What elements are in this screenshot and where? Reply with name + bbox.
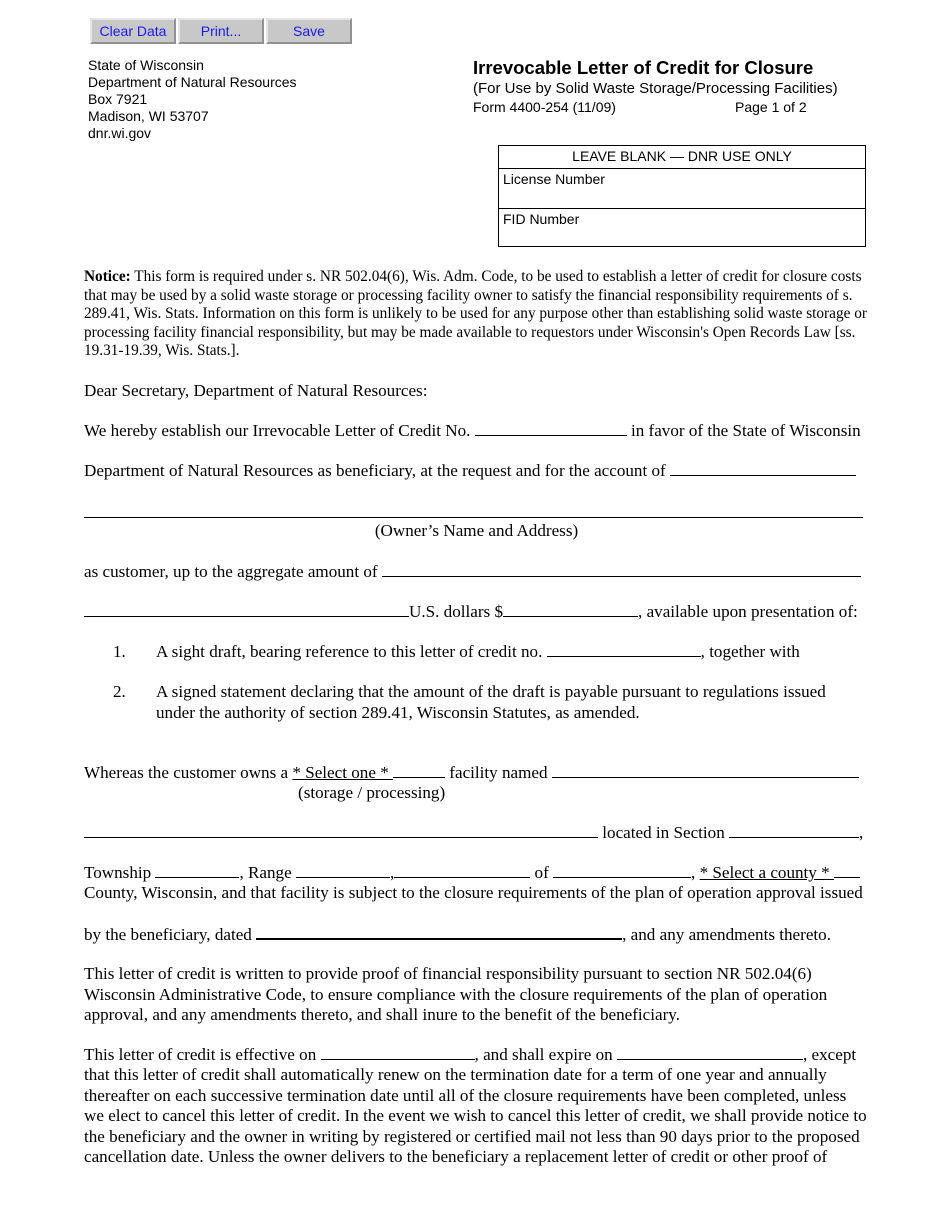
township-field[interactable] <box>155 863 239 878</box>
text-in-favor: in favor of the State of Wisconsin <box>626 421 861 440</box>
text-expire: , and shall expire on <box>474 1045 617 1064</box>
range-field[interactable] <box>296 863 390 878</box>
print-button[interactable]: Print... <box>178 18 264 44</box>
license-number-field[interactable] <box>499 169 865 209</box>
agency-city: Madison, WI 53707 <box>88 108 209 124</box>
proof-paragraph: This letter of credit is written to provide proof of financial responsibility pursuant to section NR 502.04(6) Wisconsin Administrative Code, to ensure compliance with the closure requirements of the plan of operation approval, and any amendments thereto, and shall inure to the benefit of the beneficiary. <box>84 964 828 1024</box>
facility-name-field[interactable] <box>552 763 859 778</box>
aggregate-amount-field[interactable] <box>382 562 861 577</box>
text-beneficiary: Department of Natural Resources as beneficiary, at the request and for the account of <box>84 461 671 480</box>
text-of: of <box>530 863 554 882</box>
form-number: Form 4400-254 (11/09) <box>473 99 616 115</box>
text-dated: by the beneficiary, dated <box>84 925 257 944</box>
form-title: Irrevocable Letter of Credit for Closure <box>473 57 814 78</box>
notice-text: This form is required under s. NR 502.04(6), Wis. Adm. Code, to be used to establish a letter of credit for closure costs that may be used by a solid waste storage or processing facility owner to satisfy the financial responsibility requirements of s. 289.41, Wis. Stats. Information on this form is unlikely to be used for any purpose other than establishing solid waste storage or processing facility financial responsibility, but may be made available to requestors under Wisconsin's Open Records Law [ss. 19.31-19.39, Wis. Stats.]. <box>84 268 867 359</box>
section-field[interactable] <box>729 823 859 838</box>
notice-paragraph <box>84 268 869 361</box>
letter-line-credit-no <box>84 421 861 442</box>
municipality-field[interactable] <box>553 863 691 878</box>
county-line: County, Wisconsin, and that facility is subject to the closure requirements of the plan of operation approval issued <box>84 883 863 902</box>
effective-date-field[interactable] <box>321 1045 475 1060</box>
account-of-field[interactable] <box>670 461 856 476</box>
text-located: located in Section <box>598 823 730 842</box>
text-amendments: , and any amendments thereto. <box>622 925 831 944</box>
letter-line-account <box>84 461 856 482</box>
facility-address-field[interactable] <box>84 823 598 838</box>
town-field[interactable] <box>394 863 530 878</box>
agency-department: Department of Natural Resources <box>88 74 297 90</box>
text-available: , available upon presentation of: <box>638 602 858 621</box>
clear-data-button[interactable]: Clear Data <box>90 18 176 44</box>
text-whereas: Whereas the customer owns a <box>84 763 293 782</box>
item-2-text: A signed statement declaring that the amount of the draft is payable pursuant to regulations issued under the authority of section 289.41, Wisconsin Statutes, as amended. <box>156 682 826 722</box>
letter-credit-reference-field[interactable] <box>547 642 701 657</box>
facility-type-caption: (storage / processing) <box>298 783 446 802</box>
page-indicator: Page 1 of 2 <box>735 99 807 115</box>
form-toolbar <box>90 18 352 44</box>
letter-line-dated <box>84 924 831 946</box>
text-effective: This letter of credit is effective on <box>84 1045 321 1064</box>
approval-date-field[interactable] <box>256 924 622 940</box>
facility-type-underline <box>393 763 445 778</box>
item-1-number: 1. <box>113 642 126 661</box>
text-facility-named: facility named <box>445 763 552 782</box>
county-underline <box>834 863 860 878</box>
letter-line-whereas <box>84 763 859 784</box>
letter-line-dollars <box>84 602 858 623</box>
agency-state: State of Wisconsin <box>88 57 204 73</box>
text-together: , together with <box>700 642 800 661</box>
agency-website: dnr.wi.gov <box>88 125 152 141</box>
text-township: Township <box>84 863 156 882</box>
item-1-text <box>156 642 800 663</box>
fid-number-label: FID Number <box>503 211 580 227</box>
owner-name-address-field[interactable] <box>84 503 863 518</box>
letter-line-effective <box>84 1045 856 1066</box>
amount-dollars-field[interactable] <box>503 602 638 617</box>
credit-number-field[interactable] <box>475 421 627 436</box>
owner-caption: (Owner’s Name and Address) <box>374 521 579 540</box>
letter-line-location: located in Section , <box>84 823 863 844</box>
text-establish: We hereby establish our Irrevocable Letter of Credit No. <box>84 421 475 440</box>
facility-type-select[interactable]: * Select one * <box>292 763 394 782</box>
county-select[interactable]: * Select a county * <box>699 863 834 882</box>
text-aggregate: as customer, up to the aggregate amount of <box>84 562 382 581</box>
renewal-paragraph: that this letter of credit shall automatically renew on the termination date for a term of one year and annually thereafter on each successive termination date until all of the closure requirements have been completed, unless we elect to cancel this letter of credit. In the event we wish to cancel this letter of credit, we shall provide notice to the beneficiary and the owner in writing by registered or certified mail not less than 90 days prior to the proposed cancellation date. Unless the owner delivers to the beneficiary a replacement letter of credit or other proof of <box>84 1065 867 1166</box>
text-us-dollars: U.S. dollars $ <box>409 602 504 621</box>
item-2-number: 2. <box>113 682 126 701</box>
salutation: Dear Secretary, Department of Natural Resources: <box>84 381 428 400</box>
save-button[interactable]: Save <box>266 18 352 44</box>
dnr-use-only-box <box>498 145 866 247</box>
notice-label: Notice: <box>84 268 131 285</box>
text-except: , except <box>802 1045 857 1064</box>
expiration-date-field[interactable] <box>617 1045 803 1060</box>
letter-line-amount <box>84 562 861 583</box>
form-subtitle: (For Use by Solid Waste Storage/Processing Facilities) <box>473 80 838 97</box>
dnr-box-heading: LEAVE BLANK — DNR USE ONLY <box>499 146 865 169</box>
agency-box: Box 7921 <box>88 91 148 107</box>
text-sight-draft: A sight draft, bearing reference to this letter of credit no. <box>156 642 547 661</box>
agency-address <box>88 57 297 142</box>
license-number-label: License Number <box>503 171 605 187</box>
letter-line-township: Township , Range , of , * Select a county * <box>84 863 860 884</box>
fid-number-field[interactable] <box>499 209 865 247</box>
form-number-line <box>473 98 813 116</box>
text-range: , Range <box>239 863 296 882</box>
amount-words-field[interactable] <box>84 602 409 617</box>
form-title-block <box>473 57 838 116</box>
